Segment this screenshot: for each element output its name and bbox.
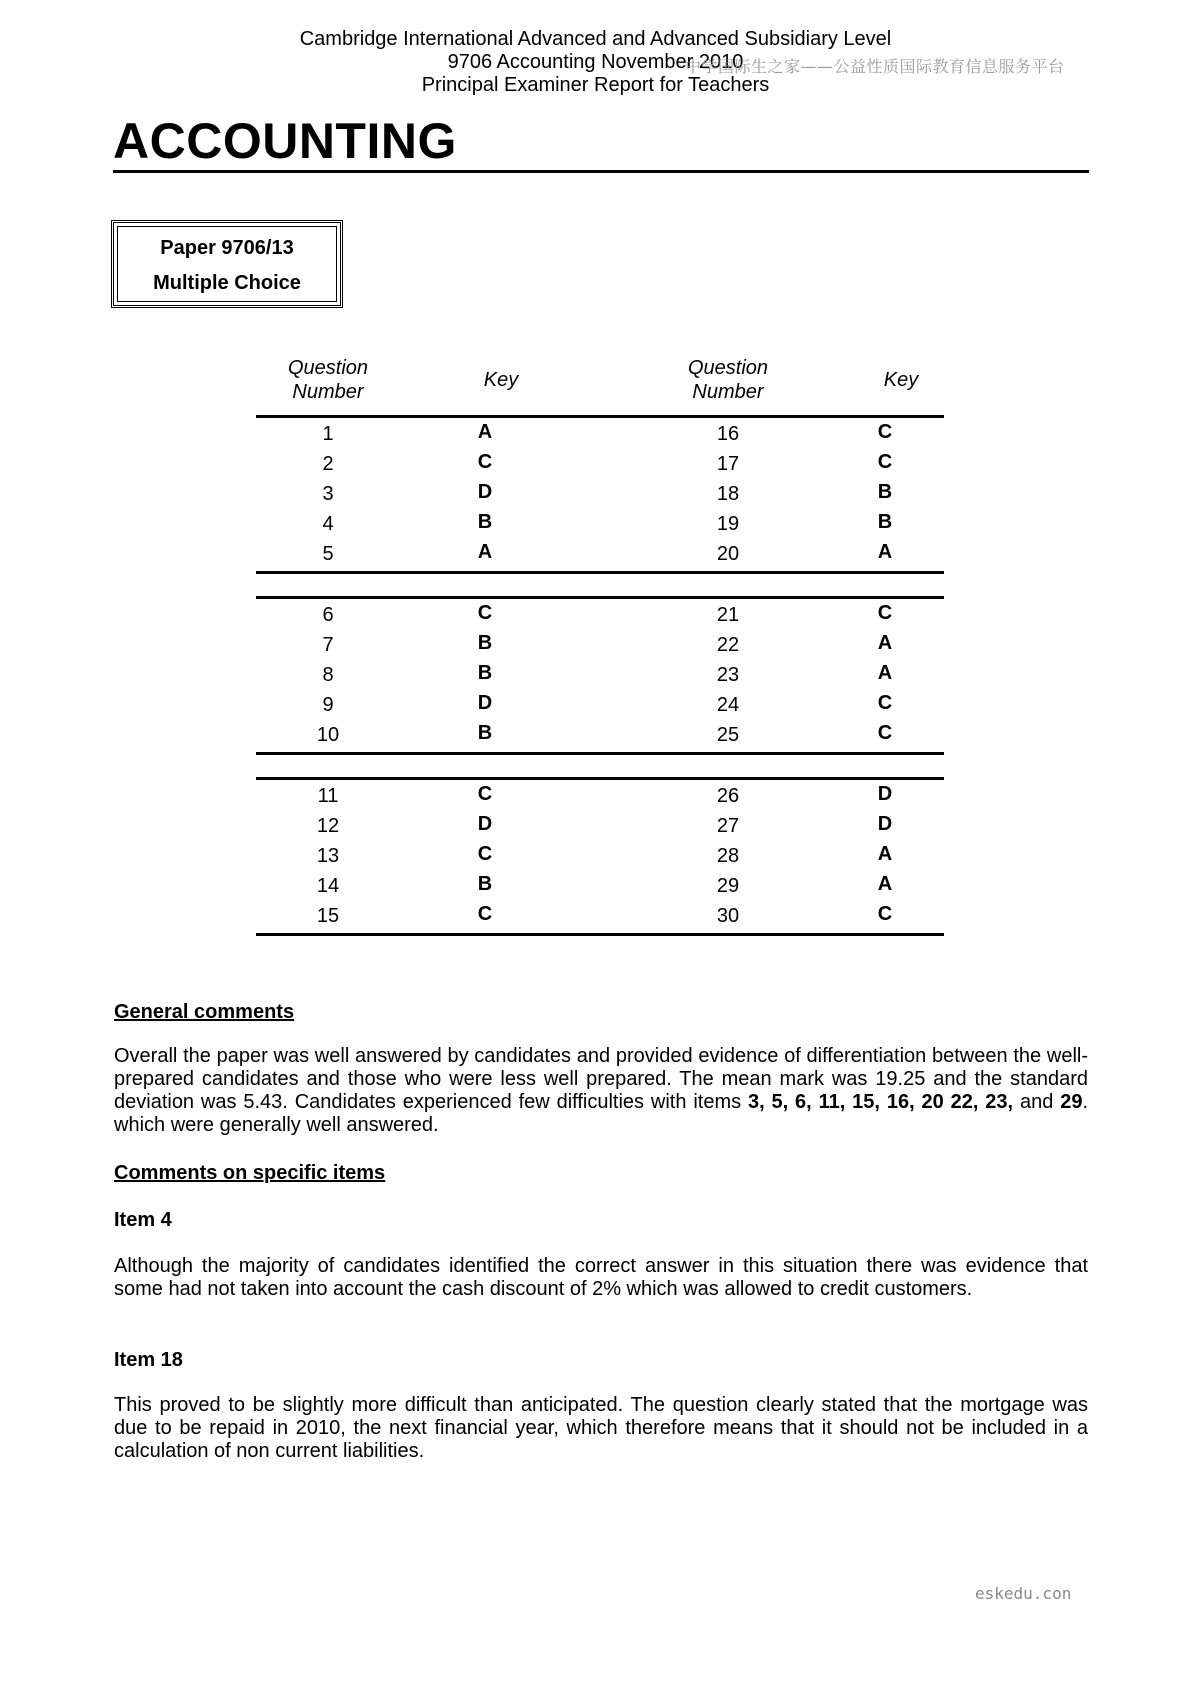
answer-key: B — [477, 511, 493, 533]
answer-key: C — [877, 692, 893, 714]
header-key-right: Key — [883, 369, 919, 391]
answer-key: B — [877, 511, 893, 533]
question-number: 17 — [716, 453, 740, 475]
table-rule-top — [256, 777, 944, 780]
answer-key: C — [477, 783, 493, 805]
header-question-line2: Number — [692, 381, 764, 403]
answer-key: D — [477, 813, 493, 835]
header-line-2: 9706 Accounting November 2010 — [447, 51, 744, 73]
question-number: 19 — [716, 513, 740, 535]
answer-key: C — [877, 451, 893, 473]
gc-bold-b: 29 — [1060, 1091, 1083, 1113]
item-18-text: This proved to be slightly more difficult than anticipated. The question clearly stated that the mortgage was due to be repaid in 2010, the next financial year, which therefore means that it should not be included in a calculation of non current liabilities. — [114, 1394, 1088, 1462]
header-line-1: Cambridge International Advanced and Advanced Subsidiary Level — [299, 28, 892, 50]
answer-key: A — [477, 421, 493, 443]
answer-key: D — [877, 813, 893, 835]
general-comments-paragraph — [114, 1045, 1088, 1137]
answer-key: A — [877, 662, 893, 684]
header-question-line1: Question — [287, 357, 369, 379]
header-key-left: Key — [483, 369, 519, 391]
item-18-title: Item 18 — [114, 1349, 183, 1371]
question-number: 27 — [716, 815, 740, 837]
answer-key: A — [877, 541, 893, 563]
specific-comments-title: Comments on specific items — [114, 1162, 386, 1184]
header-question-left — [260, 356, 396, 404]
answer-key: C — [877, 903, 893, 925]
gc-bold-a: 3, 5, 6, 11, 15, 16, 20 22, 23, — [747, 1091, 1014, 1113]
gc-text-b: and — [1013, 1091, 1061, 1113]
question-number: 2 — [322, 453, 334, 475]
question-number: 12 — [316, 815, 340, 837]
table-rule-top — [256, 596, 944, 599]
question-number: 5 — [322, 543, 334, 565]
answer-key: A — [877, 632, 893, 654]
paper-type: Multiple Choice — [153, 272, 301, 294]
answer-key: B — [477, 632, 493, 654]
question-number: 7 — [322, 634, 334, 656]
page-title: ACCOUNTING — [113, 113, 457, 169]
answer-key: C — [477, 903, 493, 925]
answer-key: B — [477, 722, 493, 744]
footer-watermark: eskedu.con — [975, 1584, 1072, 1603]
question-number: 21 — [716, 604, 740, 626]
question-number: 10 — [316, 724, 340, 746]
paper-box — [111, 220, 343, 308]
answer-key: C — [877, 602, 893, 624]
header-question-line1: Question — [687, 357, 769, 379]
answer-key: B — [477, 662, 493, 684]
answer-key: C — [877, 722, 893, 744]
question-number: 25 — [716, 724, 740, 746]
title-rule — [113, 170, 1089, 173]
question-number: 18 — [716, 483, 740, 505]
answer-key: A — [877, 843, 893, 865]
general-comments-title: General comments — [114, 1001, 295, 1023]
header-line-3: Principal Examiner Report for Teachers — [421, 74, 770, 96]
answer-key: D — [477, 692, 493, 714]
question-number: 29 — [716, 875, 740, 897]
question-number: 1 — [322, 423, 334, 445]
answer-key: C — [477, 843, 493, 865]
question-number: 3 — [322, 483, 334, 505]
table-rule-top — [256, 415, 944, 418]
question-number: 14 — [316, 875, 340, 897]
answer-key: D — [477, 481, 493, 503]
question-number: 11 — [317, 785, 339, 807]
answer-key: D — [877, 783, 893, 805]
table-rule-bottom — [256, 752, 944, 755]
overlay-watermark: 中学国际生之家——公益性质国际教育信息服务平台 — [685, 57, 1065, 76]
question-number: 20 — [716, 543, 740, 565]
question-number: 24 — [716, 694, 740, 716]
answer-key: C — [477, 451, 493, 473]
table-rule-bottom — [256, 933, 944, 936]
gc-text-c: . which were generally well answered. — [114, 1091, 1089, 1136]
question-number: 26 — [716, 785, 740, 807]
answer-key: B — [877, 481, 893, 503]
question-number: 9 — [322, 694, 334, 716]
table-rule-bottom — [256, 571, 944, 574]
specific-comments-heading — [114, 1162, 1088, 1185]
question-number: 8 — [322, 664, 334, 686]
answer-key: C — [877, 421, 893, 443]
paper-number: Paper 9706/13 — [160, 237, 294, 259]
question-number: 23 — [716, 664, 740, 686]
gc-text-a: Overall the paper was well answered by candidates and provided evidence of differentiation between the well-prepared candidates and those who were less well prepared. The mean mark was 19.25 and the standard deviation was 5.43. Candidates experienced few difficulties with items — [114, 1045, 1088, 1113]
question-number: 6 — [322, 604, 334, 626]
header-question-line2: Number — [292, 381, 364, 403]
answer-key: A — [477, 541, 493, 563]
general-comments-heading — [114, 1001, 1088, 1024]
header-question-right — [660, 356, 796, 404]
answer-key: B — [477, 873, 493, 895]
question-number: 22 — [716, 634, 740, 656]
question-number: 28 — [716, 845, 740, 867]
question-number: 30 — [716, 905, 740, 927]
item-4-title: Item 4 — [114, 1209, 172, 1231]
answer-key: C — [477, 602, 493, 624]
answer-key: A — [877, 873, 893, 895]
question-number: 16 — [716, 423, 740, 445]
question-number: 13 — [316, 845, 340, 867]
item-4-text: Although the majority of candidates identified the correct answer in this situation there was evidence that some had not taken into account the cash discount of 2% which was allowed to credit customers. — [114, 1255, 1088, 1300]
question-number: 4 — [322, 513, 334, 535]
question-number: 15 — [316, 905, 340, 927]
